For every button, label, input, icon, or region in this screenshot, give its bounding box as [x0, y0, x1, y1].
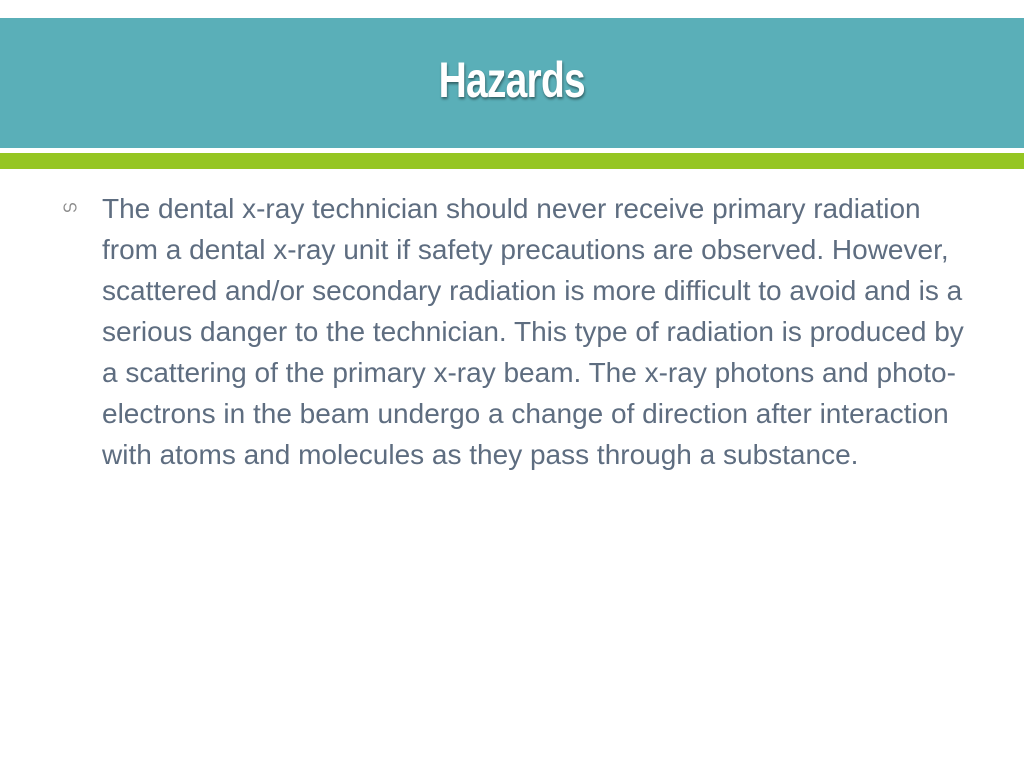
- slide-content: [60, 188, 980, 475]
- bullet-item: [60, 188, 980, 475]
- title-band: [0, 18, 1024, 148]
- slide-title: Hazards: [438, 52, 586, 108]
- bullet-text: The dental x-ray technician should never receive primary radiation from a dental x-ray unit if safety precautions are observed. However, scattered and/or secondary radiation is more difficult to avoid and is a serious danger to the technician. This type of radiation is produced by a scattering of the primary x-ray beam. The x-ray photons and photo-electrons in the beam undergo a change of direction after interaction with atoms and molecules as they pass through a substance.: [102, 193, 964, 470]
- accent-bar: [0, 153, 1024, 169]
- swirl-bullet-icon: ഗ: [62, 197, 77, 216]
